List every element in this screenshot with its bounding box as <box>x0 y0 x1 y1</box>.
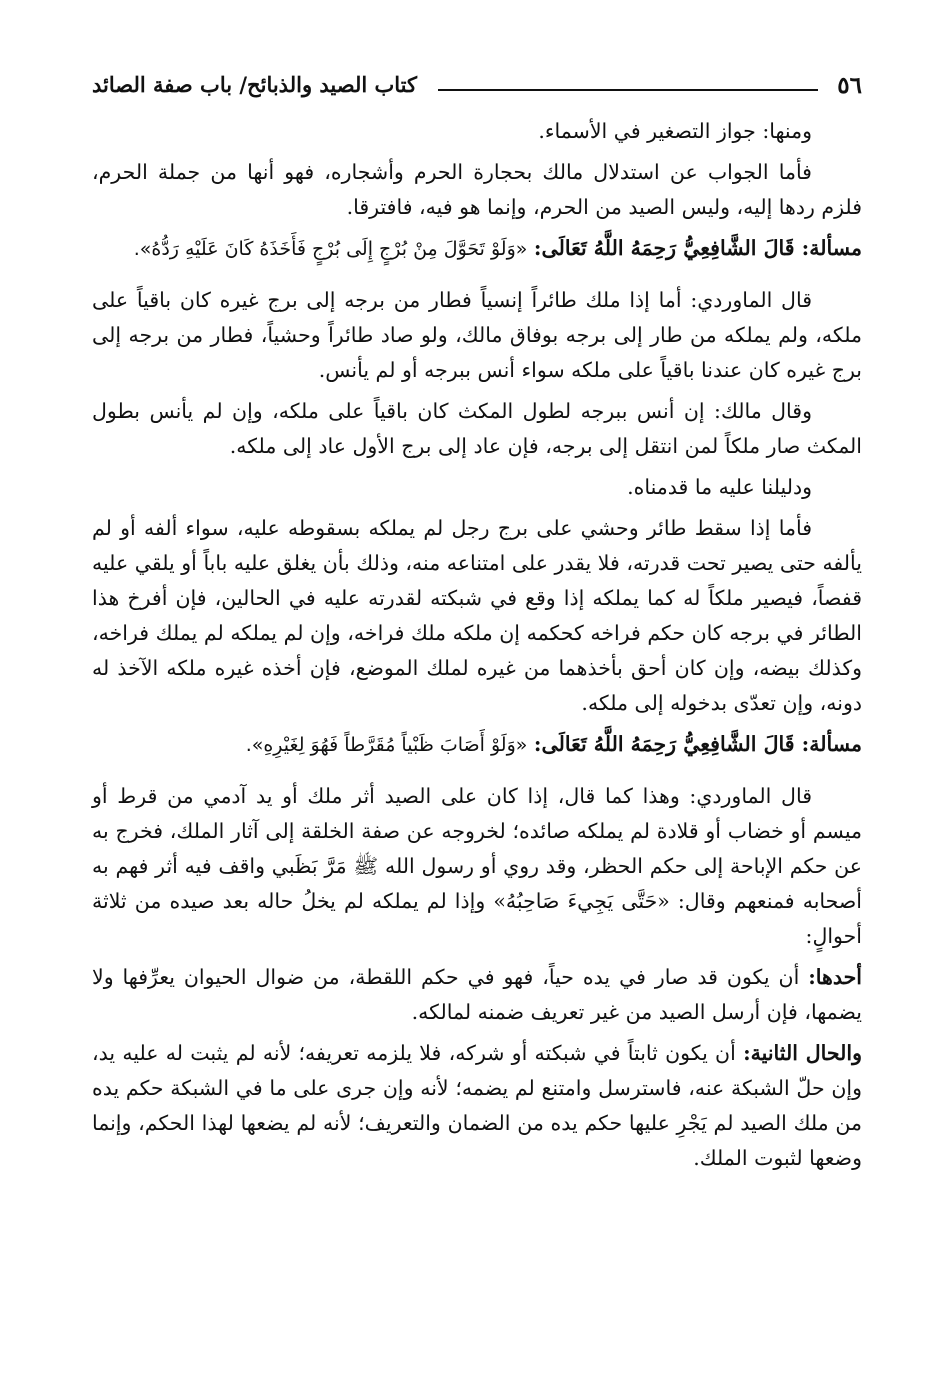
page-number: ٥٦ <box>837 72 862 99</box>
book-page <box>92 70 862 1330</box>
paragraph: قال الماوردي: وهذا كما قال، إذا كان على الصيد أثر ملك أو يد آدمي من قرط أو ميسم أو خضاب أو قلادة لم يملكه صائده؛ لخروجه عن صفة الخلقة إلى آثار الملك، فخرج به عن حكم الإباحة إلى حكم الحظر، وقد روي أو رسول الله ﷺ مَرَّ بَظَبي واقف فيه أثر فهم به أصحابه فمنعهم وقال: «حَتَّى يَجِيءَ صَاحِبُهُ» وإذا لم يملكه لم يخلُ حاله بعد صيده من ثلاثة أحوالٍ: <box>92 784 862 948</box>
paragraph: وقال مالك: إن أنس ببرجه لطول المكث كان باقياً على ملكه، وإن لم يأنس بطول المكث صار ملكاً لمن انتقل إلى برجه، فإن عاد إلى برج الأول عاد إلى ملكه. <box>92 399 862 458</box>
header-rule <box>438 89 818 91</box>
case-heading: والحال الثانية: <box>743 1041 862 1065</box>
masala-paragraph <box>92 231 862 267</box>
case-text: أن يكون قد صار في يده حياً، فهو في حكم اللقطة، من ضوال الحيوان يعرِّفها ولا يضمها، فإن أرسل الصيد من غير تعريف ضمنه لمالكه. <box>92 965 862 1024</box>
case-paragraph <box>92 1036 862 1176</box>
running-head: كتاب الصيد والذبائح/ باب صفة الصائد <box>92 72 418 97</box>
paragraph: فأما الجواب عن استدلال مالك بحجارة الحرم وأشجاره، فهو أنها من جملة الحرم، فلزم ردها إليه، وليس الصيد من الحرم، وإنما هو فيه، فافترقا. <box>92 160 862 219</box>
shafii-quote: «وَلَوْ أَصَابَ ظَبْياً مُقَرَّطاً فَهُوَ لِغَيْرِهِ». <box>245 734 528 756</box>
case-heading: أحدها: <box>808 965 862 989</box>
paragraph: فأما إذا سقط طائر وحشي على برج رجل لم يملكه بسقوطه عليه، سواء ألفه أو لم يألفه حتى يصير تحت قدرته، فلا يقدر على امتناعه منه، وذلك بأن يغلق عليه باباً أو يلقي عليه قفصاً، فيصير ملكاً له كما يملكه إذا وقع في شبكته لقدرته عليه في الحالين، فإن أفرخ هذا الطائر في برجه كان حكم فراخه كحكمه إن ملكه ملك فراخه، وإن لم يملكه لم يملك فراخه، وكذلك بيضه، وإن كان أحق بأخذهما من غيره لملك الموضع، فإن أخذه غيره ملكه الآخذ له دونه، وإن تعدّى بدخوله إلى ملكه. <box>92 516 862 715</box>
paragraph: قال الماوردي: أما إذا ملك طائراً إنسياً فطار من برجه إلى برج غيره كان باقياً على ملكه، ولم يملكه من طار إلى برجه بوفاق مالك، ولو صاد طائراً وحشياً، فطار من برجه إلى برج غيره كان عندنا باقياً على ملكه سواء أنس ببرجه أو لم يأنس. <box>92 288 862 382</box>
page-header <box>92 70 862 110</box>
masala-heading: مسألة: قَالَ الشَّافِعِيُّ رَحِمَهُ اللَّهُ تَعَالَى: <box>533 732 862 756</box>
paragraph: ودليلنا عليه ما قدمناه. <box>627 475 812 499</box>
shafii-quote: «وَلَوْ تَحَوَّلَ مِنْ بُرْجٍ إِلَى بُرْجٍ فَأَخَذَهُ كَانَ عَلَيْهِ رَدُّهُ». <box>133 238 528 260</box>
page-body <box>92 114 862 1182</box>
case-paragraph <box>92 960 862 1030</box>
case-text: أن يكون ثابتاً في شبكته أو شركه، فلا يلزمه تعريفه؛ لأنه لم يثبت له عليه يد، وإن حلّ الشبكة عنه، فاسترسل وامتنع لم يضمه؛ لأنه وإن جرى على ما في الشبكة حكم يده من ملك الصيد لم يَجْرِ عليها حكم يده من الضمان والتعريف؛ لأنه لم يضعها لهذا الحكم، وإنما وضعها لثبوت الملك. <box>92 1041 862 1170</box>
paragraph: ومنها: جواز التصغير في الأسماء. <box>538 119 812 143</box>
masala-heading: مسألة: قَالَ الشَّافِعِيُّ رَحِمَهُ اللَّهُ تَعَالَى: <box>533 236 862 260</box>
masala-paragraph <box>92 727 862 763</box>
